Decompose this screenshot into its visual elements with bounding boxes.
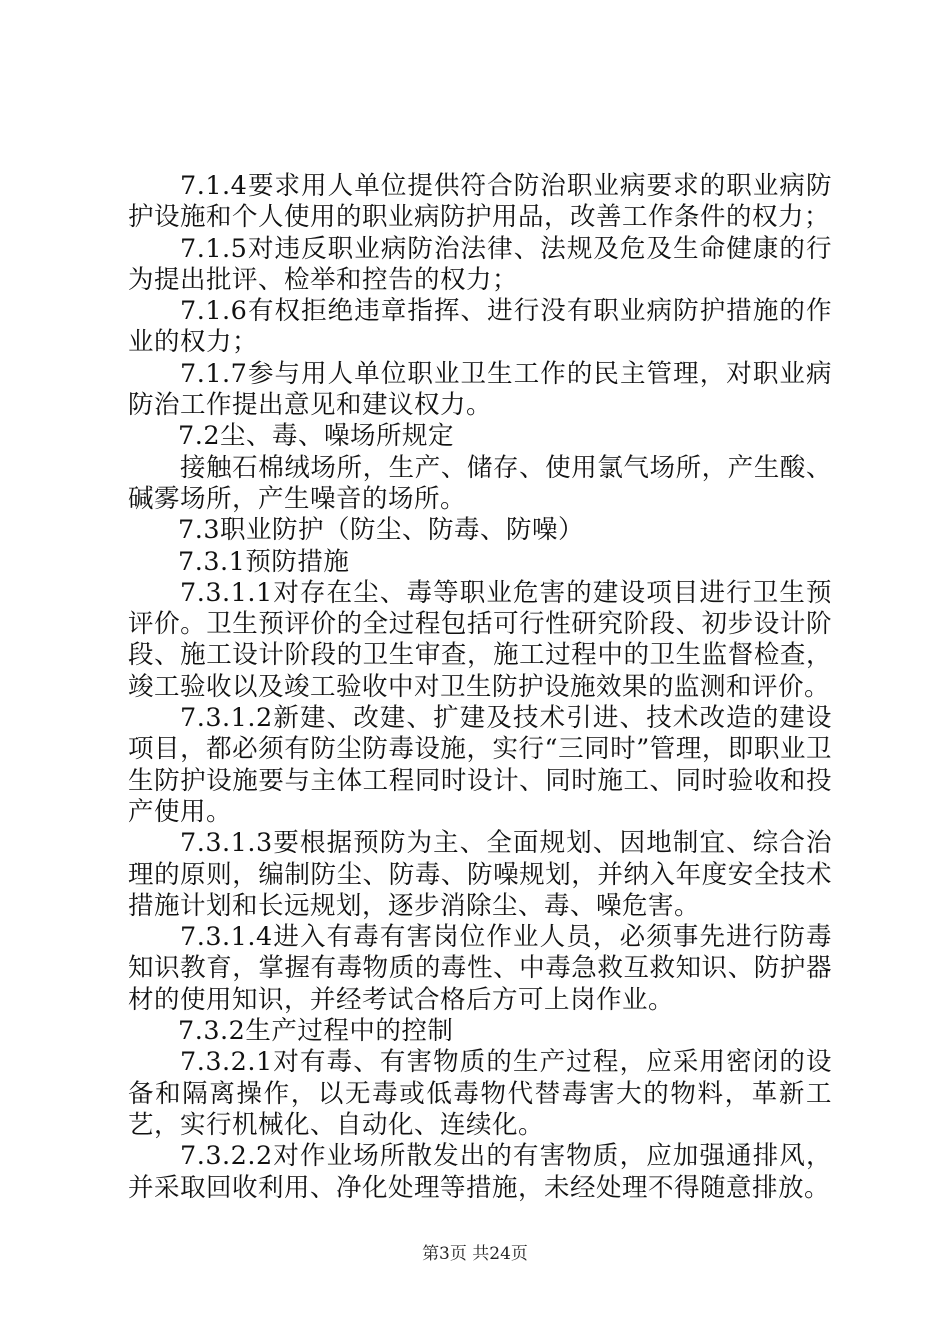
paragraph-7-1-6: 7.1.6有权拒绝违章指挥、进行没有职业病防护措施的作业的权力； — [128, 296, 832, 358]
paragraph-7-1-7: 7.1.7参与用人单位职业卫生工作的民主管理，对职业病防治工作提出意见和建议权力。 — [128, 358, 832, 421]
section-heading-7-2: 7.2尘、毒、噪场所规定 — [178, 421, 455, 452]
paragraph-7-3-1-4: 7.3.1.4进入有毒有害岗位作业人员，必须事先进行防毒知识教育，掌握有毒物质的毒性、中毒急救互救知识、防护器材的使用知识，并经考试合格后方可上岗作业。 — [128, 922, 832, 1015]
section-heading-7-3: 7.3职业防护（防尘、防毒、防噪） — [178, 515, 585, 546]
paragraph-7-1-4: 7.1.4要求用人单位提供符合防治职业病要求的职业病防护设施和个人使用的职业病防护用品，改善工作条件的权力； — [128, 171, 832, 233]
paragraph-7-3-2-2: 7.3.2.2对作业场所散发出的有害物质，应加强通排风，并采取回收利用、净化处理等措施，未经处理不得随意排放。 — [128, 1141, 832, 1203]
document-body — [128, 171, 832, 1204]
section-heading-7-3-1: 7.3.1预防措施 — [178, 546, 350, 577]
page-number-footer: 第3页 共24页 — [422, 1244, 528, 1264]
paragraph-7-3-1-2: 7.3.1.2新建、改建、扩建及技术引进、技术改造的建设项目，都必须有防尘防毒设施，实行“三同时”管理，即职业卫生防护设施要与主体工程同时设计、同时施工、同时验收和投产使用。 — [128, 703, 832, 827]
paragraph-7-3-1-1: 7.3.1.1对存在尘、毒等职业危害的建设项目进行卫生预评价。卫生预评价的全过程包括可行性研究阶段、初步设计阶段、施工设计阶段的卫生审查，施工过程中的卫生监督检查，竣工验收以及竣工验收中对卫生防护设施效果的监测和评价。 — [128, 577, 832, 702]
paragraph-7-3-2-1: 7.3.2.1对有毒、有害物质的生产过程，应采用密闭的设备和隔离操作，以无毒或低毒物代替毒害大的物料，革新工艺，实行机械化、自动化、连续化。 — [128, 1047, 832, 1140]
paragraph-7-3-1-3: 7.3.1.3要根据预防为主、全面规划、因地制宜、综合治理的原则，编制防尘、防毒、防噪规划，并纳入年度安全技术措施计划和长远规划，逐步消除尘、毒、噪危害。 — [128, 828, 832, 921]
paragraph-7-2-body: 接触石棉绒场所，生产、储存、使用氯气场所，产生酸、碱雾场所，产生噪音的场所。 — [128, 452, 832, 514]
section-heading-7-3-2: 7.3.2生产过程中的控制 — [178, 1016, 454, 1047]
paragraph-7-1-5: 7.1.5对违反职业病防治法律、法规及危及生命健康的行为提出批评、检举和控告的权力； — [128, 233, 832, 295]
